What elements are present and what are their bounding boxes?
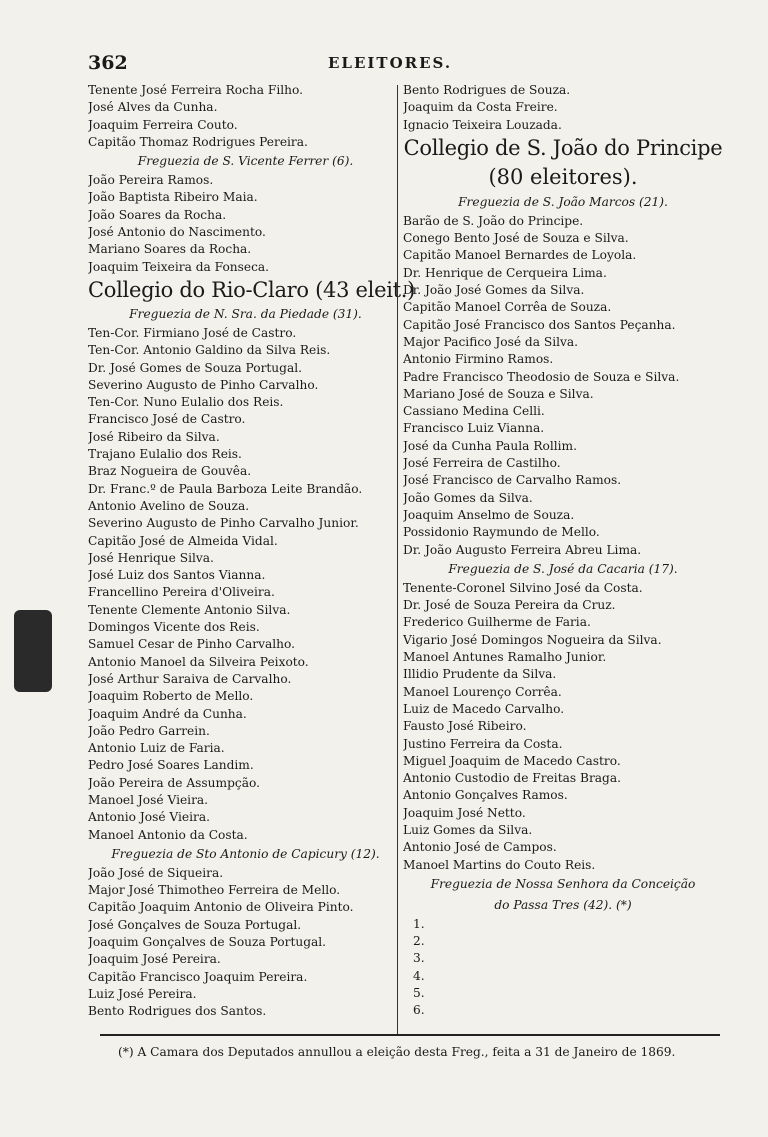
elector-name: Antonio Firmino Ramos. bbox=[403, 352, 554, 367]
elector-name: Joaquim da Costa Freire. bbox=[403, 100, 558, 115]
parish-heading: Freguezia de N. Sra. da Piedade (31). bbox=[129, 306, 362, 321]
elector-name: Dr. Franc.º de Paula Barboza Leite Brandão. bbox=[88, 481, 363, 496]
elector-name: Capitão Francisco Joaquim Pereira. bbox=[88, 969, 308, 984]
elector-name: Antonio Avelino de Souza. bbox=[88, 498, 250, 513]
elector-name: José da Cunha Paula Rollim. bbox=[403, 438, 577, 453]
elector-name: Miguel Joaquim de Macedo Castro. bbox=[403, 753, 621, 768]
elector-name: José Arthur Saraiva de Carvalho. bbox=[88, 671, 292, 686]
page-header bbox=[88, 52, 458, 76]
elector-name: Antonio Luiz de Faria. bbox=[88, 741, 225, 756]
elector-name: Manoel Martins do Couto Reis. bbox=[403, 857, 596, 872]
elector-name: Padre Francisco Theodosio de Souza e Silva. bbox=[403, 369, 680, 384]
elector-name: Severino Augusto de Pinho Carvalho Junior. bbox=[88, 516, 359, 531]
elector-name: Trajano Eulalio dos Reis. bbox=[88, 447, 242, 462]
elector-name: Luiz Gomes da Silva. bbox=[403, 822, 533, 837]
elector-name: Mariano Soares da Rocha. bbox=[88, 242, 252, 257]
elector-name: Francisco José de Castro. bbox=[88, 412, 246, 427]
elector-name: Ten-Cor. Firmiano José de Castro. bbox=[88, 325, 297, 340]
college-count: (80 eleitores). bbox=[488, 164, 638, 189]
elector-name: Justino Ferreira da Costa. bbox=[403, 736, 563, 751]
parish-heading: Freguezia de S. João Marcos (21). bbox=[458, 194, 668, 209]
elector-name: Ten-Cor. Nuno Eulalio dos Reis. bbox=[88, 395, 284, 410]
elector-name: Francisco Luiz Vianna. bbox=[403, 421, 545, 436]
elector-name: Vigario José Domingos Nogueira da Silva. bbox=[403, 632, 662, 647]
elector-name: Illidio Prudente da Silva. bbox=[403, 667, 557, 682]
numbered-entry: 5. bbox=[413, 986, 425, 1001]
elector-name: Cassiano Medina Celli. bbox=[403, 404, 545, 419]
elector-name: Antonio Gonçalves Ramos. bbox=[403, 788, 568, 803]
elector-name: Joaquim Anselmo de Souza. bbox=[403, 507, 575, 522]
college-heading: Collegio de S. João do Principe bbox=[403, 135, 723, 160]
elector-name: Capitão Manoel Corrêa de Souza. bbox=[403, 300, 612, 315]
elector-name: Samuel Cesar de Pinho Carvalho. bbox=[88, 637, 295, 652]
numbered-entry: 3. bbox=[413, 951, 425, 966]
elector-name: Antonio Custodio de Freitas Braga. bbox=[403, 771, 621, 786]
numbered-entry: 4. bbox=[413, 968, 425, 983]
column-divider bbox=[397, 85, 398, 1035]
elector-name: Frederico Guilherme de Faria. bbox=[403, 615, 591, 630]
elector-name: Luiz de Macedo Carvalho. bbox=[403, 701, 565, 716]
elector-name: Capitão Manoel Bernardes de Loyola. bbox=[403, 248, 637, 263]
elector-name: Bento Rodrigues de Souza. bbox=[403, 83, 571, 97]
elector-name: José Luiz dos Santos Vianna. bbox=[88, 568, 266, 583]
parish-heading: Freguezia de Sto Antonio de Capicury (12). bbox=[111, 846, 380, 861]
elector-name: Conego Bento José de Souza e Silva. bbox=[403, 231, 629, 246]
parish-heading: Freguezia de S. José da Cacaria (17). bbox=[448, 561, 678, 576]
elector-name: José Alves da Cunha. bbox=[88, 100, 218, 115]
elector-name: João Soares da Rocha. bbox=[88, 207, 227, 222]
elector-name: Major Pacifico José da Silva. bbox=[403, 334, 579, 349]
elector-name: Capitão José Francisco dos Santos Peçanha. bbox=[403, 317, 676, 332]
elector-name: Dr. João José Gomes da Silva. bbox=[403, 283, 585, 298]
elector-name: Major José Thimotheo Ferreira de Mello. bbox=[88, 883, 341, 898]
elector-name: José Francisco de Carvalho Ramos. bbox=[403, 473, 622, 488]
elector-name: José Henrique Silva. bbox=[88, 550, 214, 565]
elector-name: Ten-Cor. Antonio Galdino da Silva Reis. bbox=[88, 343, 331, 358]
elector-name: José Gonçalves de Souza Portugal. bbox=[88, 917, 302, 932]
elector-name: Barão de S. João do Principe. bbox=[403, 213, 584, 228]
elector-name: Capitão Joaquim Antonio de Oliveira Pinto. bbox=[88, 900, 354, 915]
elector-name: Joaquim Roberto de Mello. bbox=[88, 689, 254, 704]
college-heading: Collegio do Rio-Claro (43 eleit.) bbox=[88, 277, 416, 302]
elector-name: Joaquim André da Cunha. bbox=[88, 706, 247, 721]
elector-name: Possidonio Raymundo de Mello. bbox=[403, 525, 600, 540]
elector-name: Severino Augusto de Pinho Carvalho. bbox=[88, 377, 319, 392]
elector-name: José Ribeiro da Silva. bbox=[88, 429, 220, 444]
elector-name: Dr. Henrique de Cerqueira Lima. bbox=[403, 265, 607, 280]
elector-name: Joaquim Teixeira da Fonseca. bbox=[88, 259, 270, 274]
elector-name: Fausto José Ribeiro. bbox=[403, 719, 527, 734]
elector-name: Capitão José de Almeida Vidal. bbox=[88, 533, 278, 548]
elector-name: Tenente-Coronel Silvino José da Costa. bbox=[403, 580, 643, 595]
elector-name: João Pedro Garrein. bbox=[88, 723, 210, 738]
left-column bbox=[88, 82, 416, 1021]
elector-name: Antonio José Vieira. bbox=[88, 810, 210, 825]
elector-name: Dr. José de Souza Pereira da Cruz. bbox=[403, 598, 616, 613]
elector-name: João Pereira de Assumpção. bbox=[88, 775, 260, 790]
library-stamp bbox=[14, 610, 52, 692]
elector-name: Joaquim José Pereira. bbox=[88, 952, 221, 967]
elector-name: Luiz José Pereira. bbox=[88, 986, 197, 1001]
elector-name: Tenente José Ferreira Rocha Filho. bbox=[88, 83, 304, 97]
numbered-entry: 1. bbox=[413, 916, 425, 931]
elector-name: Capitão Thomaz Rodrigues Pereira. bbox=[88, 134, 308, 149]
elector-name: Tenente Clemente Antonio Silva. bbox=[88, 602, 291, 617]
elector-name: Manoel José Vieira. bbox=[88, 792, 209, 807]
elector-name: José Antonio do Nascimento. bbox=[88, 225, 266, 240]
elector-name: João Pereira Ramos. bbox=[88, 173, 214, 188]
elector-name: Antonio José de Campos. bbox=[403, 840, 557, 855]
bottom-rule bbox=[100, 1034, 720, 1036]
elector-name: Ignacio Teixeira Louzada. bbox=[403, 117, 562, 132]
elector-name: Manoel Antunes Ramalho Junior. bbox=[403, 650, 607, 665]
elector-name: Joaquim Ferreira Couto. bbox=[88, 117, 238, 132]
elector-name: José Ferreira de Castilho. bbox=[403, 456, 561, 471]
page-number: 362 bbox=[88, 52, 128, 74]
elector-name: Dr. José Gomes de Souza Portugal. bbox=[88, 360, 302, 375]
elector-name: Pedro José Soares Landim. bbox=[88, 758, 254, 773]
elector-name: João José de Siqueira. bbox=[88, 865, 224, 880]
running-title: ELEITORES. bbox=[328, 54, 453, 72]
elector-name: Braz Nogueira de Gouvêa. bbox=[88, 464, 252, 479]
elector-name: Antonio Manoel da Silveira Peixoto. bbox=[88, 654, 309, 669]
elector-name: João Gomes da Silva. bbox=[403, 490, 533, 505]
elector-name: Manoel Antonio da Costa. bbox=[88, 827, 248, 842]
footnote: (*) A Camara dos Deputados annullou a eleição desta Freg., feita a 31 de Janeiro de 1869. bbox=[118, 1045, 676, 1059]
parish-heading: Freguezia de S. Vicente Ferrer (6). bbox=[137, 154, 354, 169]
elector-name: João Baptista Ribeiro Maia. bbox=[88, 190, 258, 205]
parish-heading: Freguezia de Nossa Senhora da Conceição bbox=[430, 876, 696, 891]
elector-name: Francellino Pereira d'Oliveira. bbox=[88, 585, 275, 600]
right-column bbox=[403, 82, 723, 1020]
elector-name: Bento Rodrigues dos Santos. bbox=[88, 1004, 267, 1019]
elector-name: Manoel Lourenço Corrêa. bbox=[403, 684, 562, 699]
elector-name: Domingos Vicente dos Reis. bbox=[88, 620, 260, 635]
elector-name: Joaquim Gonçalves de Souza Portugal. bbox=[88, 935, 327, 950]
elector-name: Joaquim José Netto. bbox=[403, 805, 526, 820]
numbered-entry: 2. bbox=[413, 934, 425, 949]
elector-name: Mariano José de Souza e Silva. bbox=[403, 386, 594, 401]
numbered-entry: 6. bbox=[413, 1003, 425, 1018]
elector-name: Dr. João Augusto Ferreira Abreu Lima. bbox=[403, 542, 642, 557]
parish-heading: do Passa Tres (42). (*) bbox=[494, 897, 632, 912]
